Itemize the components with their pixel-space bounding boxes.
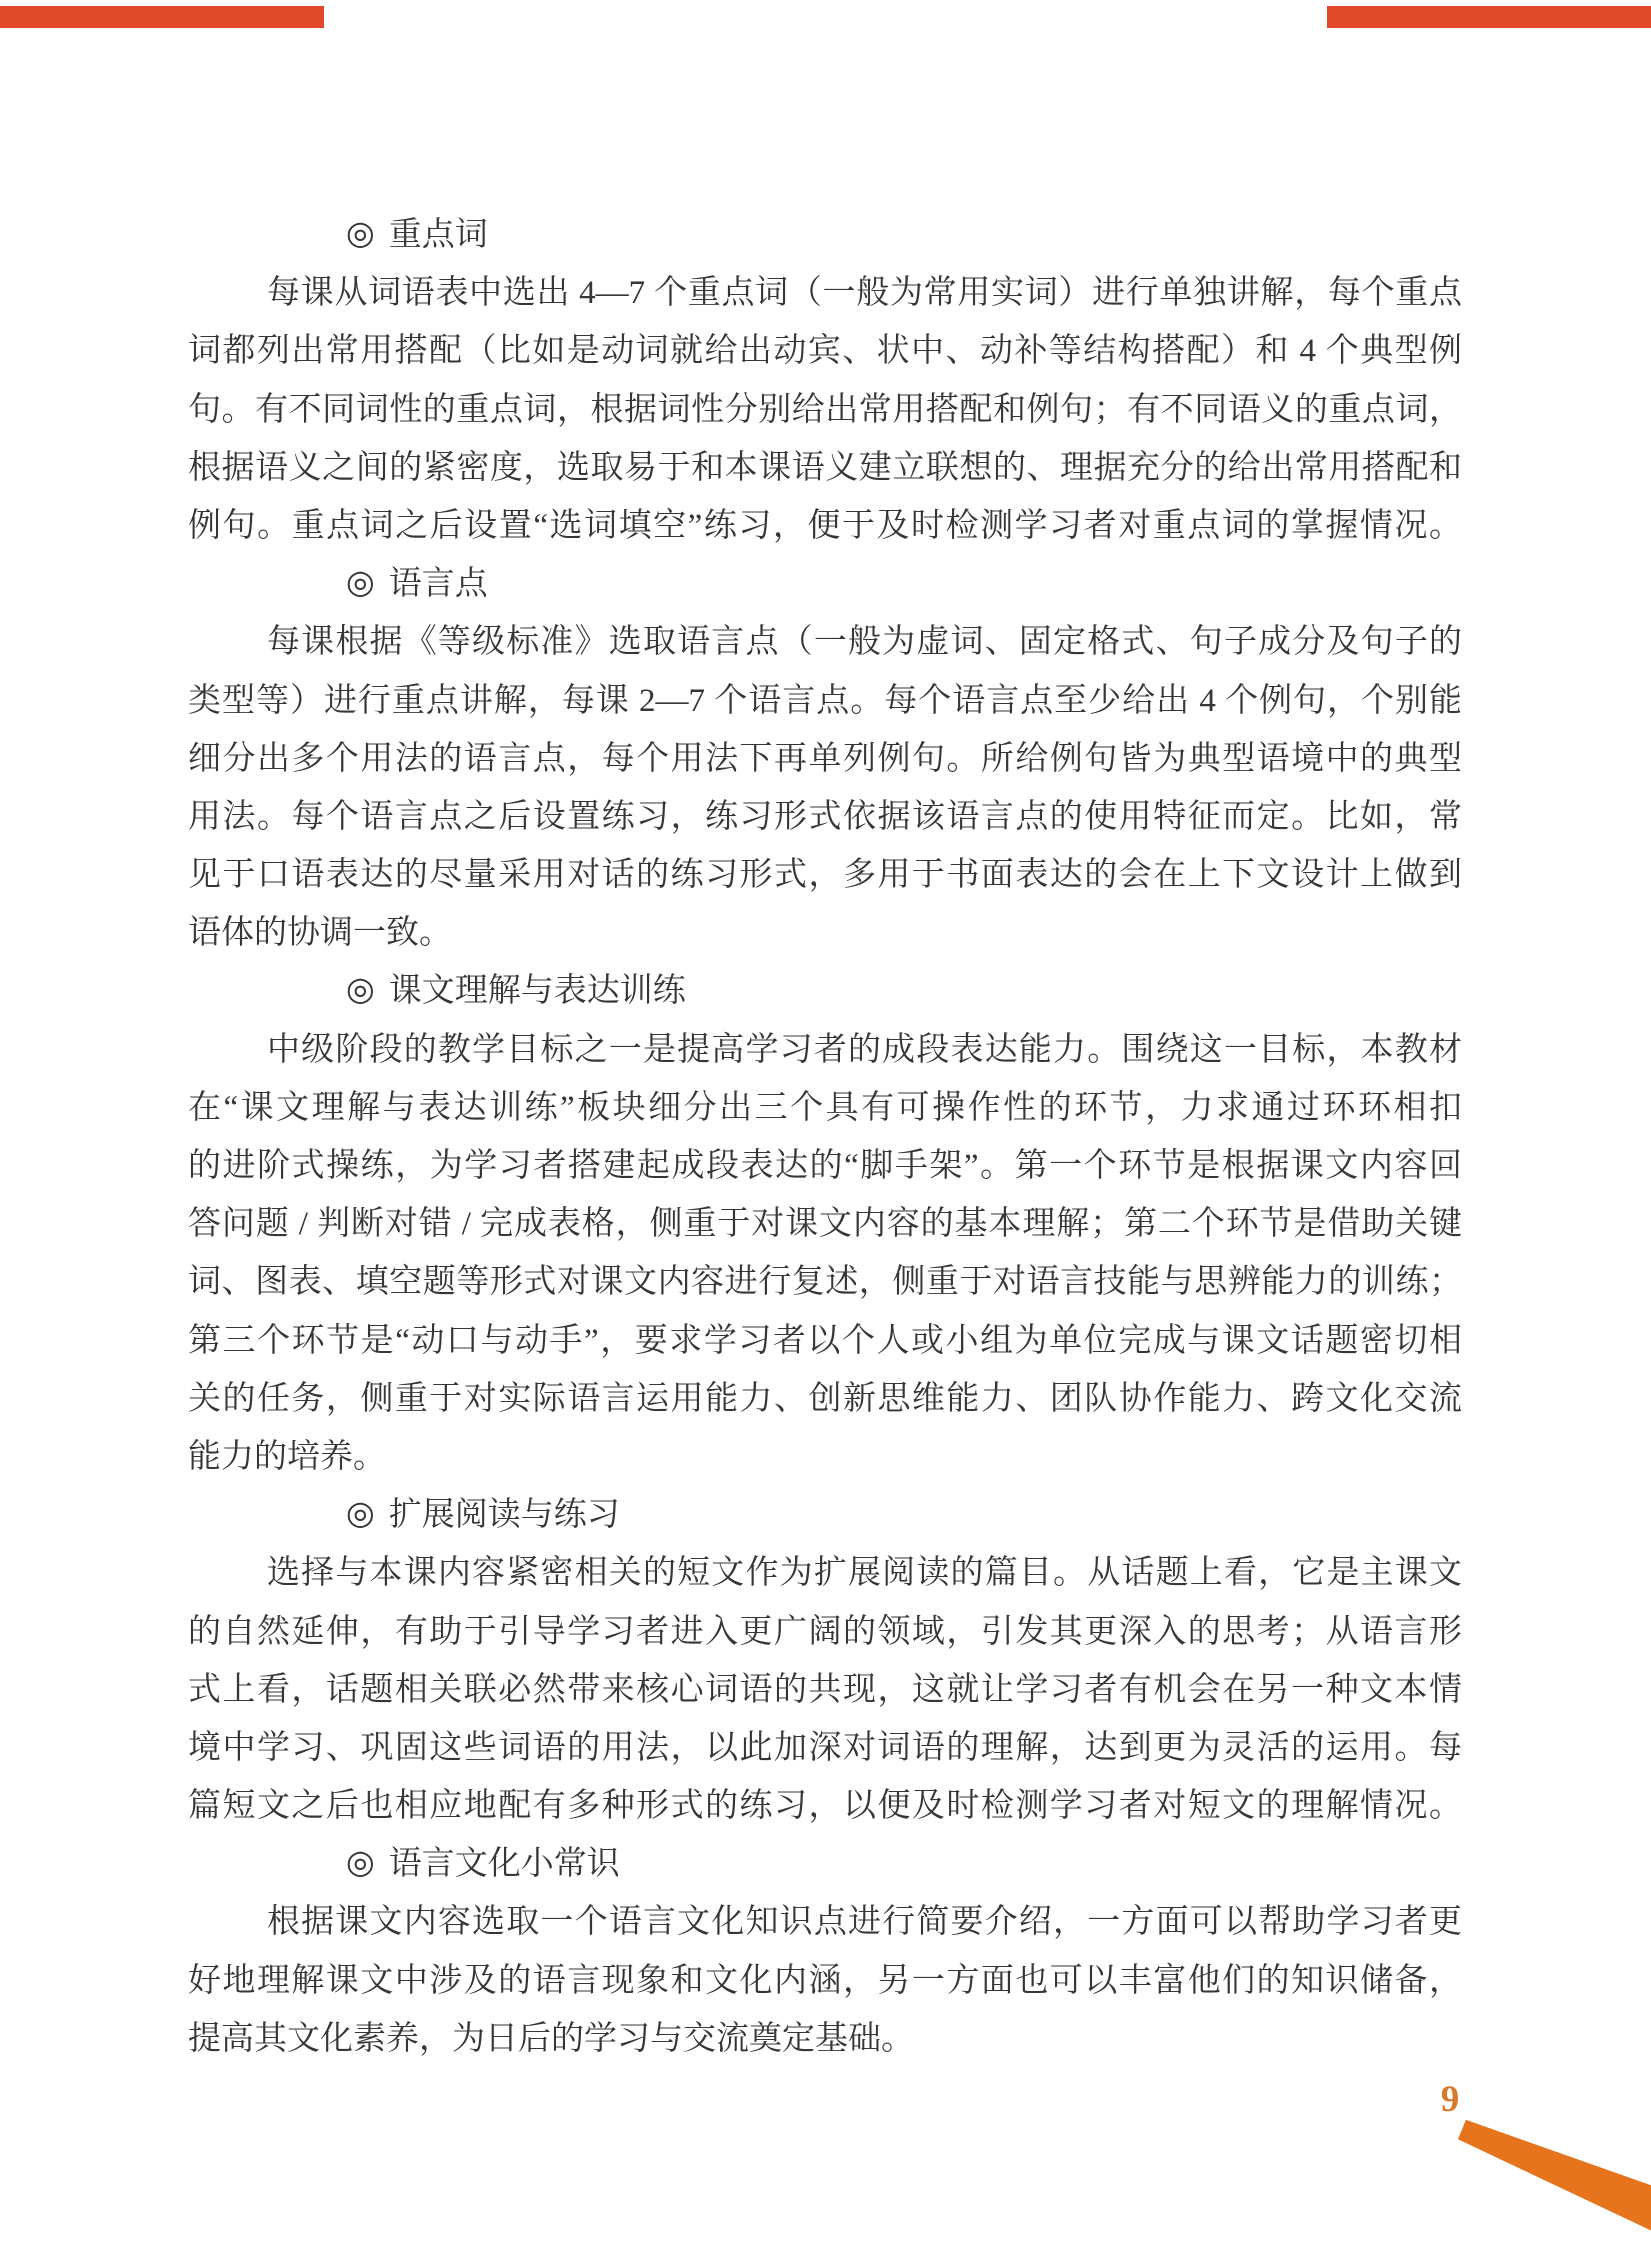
text-line: 关的任务，侧重于对实际语言运用能力、创新思维能力、团队协作能力、跨文化交流 bbox=[188, 1380, 1462, 1417]
page-number: 9 bbox=[1440, 2079, 1460, 2120]
text-line: 根据课文内容选取一个语言文化知识点进行简要介绍，一方面可以帮助学习者更 bbox=[267, 1904, 1462, 1941]
text-line: 细分出多个用法的语言点，每个用法下再单列例句。所给例句皆为典型语境中的典型 bbox=[188, 740, 1462, 777]
text-line: 境中学习、巩固这些词语的用法，以此加深对词语的理解，达到更为灵活的运用。每 bbox=[188, 1729, 1462, 1766]
text-line: 的自然延伸，有助于引导学习者进入更广阔的领域，引发其更深入的思考；从语言形 bbox=[188, 1613, 1462, 1650]
top-left-accent-bar bbox=[0, 6, 324, 28]
text-line: 每课根据《等级标准》选取语言点（一般为虚词、固定格式、句子成分及句子的 bbox=[267, 624, 1462, 661]
page-corner-swoosh bbox=[1452, 2106, 1651, 2241]
section-marker-icon: ◎ bbox=[346, 1496, 375, 1533]
section-marker-icon: ◎ bbox=[346, 216, 375, 252]
text-line: 见于口语表达的尽量采用对话的练习形式，多用于书面表达的会在上下文设计上做到 bbox=[188, 857, 1462, 894]
text-line: 答问题 / 判断对错 / 完成表格，侧重于对课文内容的基本理解；第二个环节是借助关键 bbox=[188, 1206, 1462, 1243]
section-heading bbox=[188, 555, 1462, 613]
text-line: 词都列出常用搭配（比如是动词就给出动宾、状中、动补等结构搭配）和 4 个典型例 bbox=[188, 333, 1462, 370]
section-heading bbox=[188, 962, 1462, 1020]
section-marker-icon: ◎ bbox=[346, 565, 375, 602]
top-right-accent-bar bbox=[1327, 6, 1651, 28]
text-line: 能力的培养。 bbox=[188, 1438, 386, 1475]
section-heading-label: 语言文化小常识 bbox=[388, 1846, 620, 1883]
section-heading bbox=[188, 1486, 1462, 1544]
text-line: 式上看，话题相关联必然带来核心词语的共现，这就让学习者有机会在另一种文本情 bbox=[188, 1671, 1462, 1708]
text-line: 词、图表、填空题等形式对课文内容进行复述，侧重于对语言技能与思辨能力的训练； bbox=[188, 1264, 1462, 1301]
section-marker-icon: ◎ bbox=[346, 1845, 375, 1882]
text-line: 每课从词语表中选出 4—7 个重点词（一般为常用实词）进行单独讲解，每个重点 bbox=[267, 275, 1462, 312]
text-line: 的进阶式操练，为学习者搭建起成段表达的“脚手架”。第一个环节是根据课文内容回 bbox=[188, 1148, 1462, 1184]
text-line: 选择与本课内容紧密相关的短文作为扩展阅读的篇目。从话题上看，它是主课文 bbox=[267, 1555, 1462, 1592]
section-marker-icon: ◎ bbox=[346, 972, 375, 1009]
section-heading-label: 扩展阅读与练习 bbox=[388, 1497, 620, 1534]
text-line: 篇短文之后也相应地配有多种形式的练习，以便及时检测学习者对短文的理解情况。 bbox=[188, 1788, 1462, 1825]
section-heading-label: 语言点 bbox=[388, 566, 488, 603]
section-heading-label: 课文理解与表达训练 bbox=[388, 973, 686, 1010]
text-line: 根据语义之间的紧密度，选取易于和本课语义建立联想的、理据充分的给出常用搭配和 bbox=[188, 449, 1462, 486]
text-line: 语体的协调一致。 bbox=[188, 915, 452, 952]
text-line: 例句。重点词之后设置“选词填空”练习，便于及时检测学习者对重点词的掌握情况。 bbox=[188, 507, 1462, 544]
section-heading-label: 重点词 bbox=[388, 217, 488, 253]
text-line: 句。有不同词性的重点词，根据词性分别给出常用搭配和例句；有不同语义的重点词， bbox=[188, 391, 1462, 428]
text-line: 第三个环节是“动口与动手”，要求学习者以个人或小组为单位完成与课文话题密切相 bbox=[188, 1322, 1462, 1359]
text-block bbox=[188, 206, 1462, 2068]
section-heading bbox=[188, 206, 1462, 264]
section-heading bbox=[188, 1835, 1462, 1893]
text-line: 类型等）进行重点讲解，每课 2—7 个语言点。每个语言点至少给出 4 个例句，个别能 bbox=[188, 682, 1462, 719]
text-line: 在“课文理解与表达训练”板块细分出三个具有可操作性的环节，力求通过环环相扣 bbox=[188, 1089, 1462, 1126]
text-line: 中级阶段的教学目标之一是提高学习者的成段表达能力。围绕这一目标，本教材 bbox=[267, 1031, 1462, 1068]
text-line: 好地理解课文中涉及的语言现象和文化内涵，另一方面也可以丰富他们的知识储备， bbox=[188, 1962, 1462, 1999]
text-line: 提高其文化素养，为日后的学习与交流奠定基础。 bbox=[188, 2020, 914, 2057]
text-line: 用法。每个语言点之后设置练习，练习形式依据该语言点的使用特征而定。比如，常 bbox=[188, 798, 1462, 835]
